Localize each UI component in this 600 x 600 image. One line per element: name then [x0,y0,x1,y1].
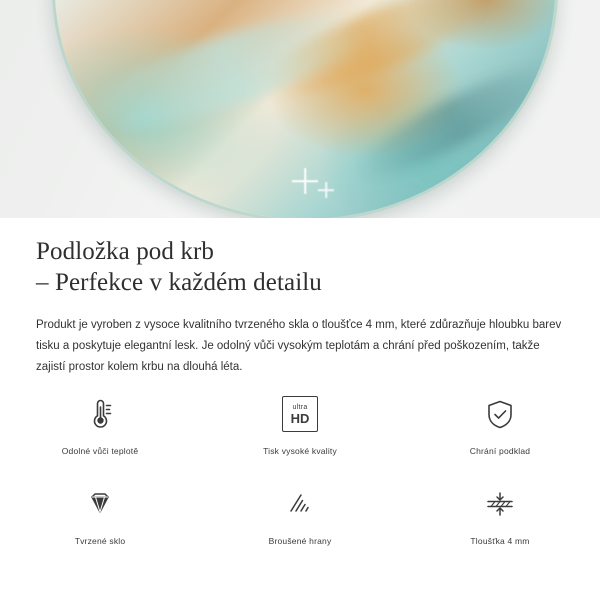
ultra-hd-icon [272,390,328,438]
description-paragraph: Produkt je vyroben z vysoce kvalitního tvrzeného skla o tloušťce 4 mm, které zdůrazňuje hloubku barev tisku a poskytuje elegantní lesk. Je odolný vůči vysokým teplotám a chrání před poškozením, takže zajistí prostor kolem krbu na dlouhá léta. [36,319,562,373]
shield-check-icon [472,390,528,438]
glass-gloss-overlay [55,0,555,218]
page-title [0,218,600,298]
text-content [0,218,600,378]
feature-item-print-quality [200,390,400,456]
feature-label: Tvrzené sklo [74,536,126,546]
ultra-hd-badge-bottom: HD [290,410,310,426]
glass-pad-disc [52,0,558,218]
feature-label: Odolné vůči teplotě [61,446,139,456]
feature-item-thickness [400,480,600,546]
ultra-hd-badge-top: ultra [292,403,308,411]
feature-grid [0,390,600,546]
thermometer-icon [72,390,128,438]
hero-image [0,0,600,218]
feature-label: Tloušťka 4 mm [470,536,530,546]
thickness-icon [472,480,528,528]
polished-edges-icon [272,480,328,528]
feature-label: Tisk vysoké kvality [263,446,337,456]
feature-item-surface-protection [400,390,600,456]
diamond-icon [72,480,128,528]
headline-line-2: – Perfekce v každém detailu [36,269,322,296]
feature-item-tempered-glass [0,480,200,546]
feature-item-temperature [0,390,200,456]
feature-label: Broušené hrany [268,536,332,546]
headline-line-1: Podložka pod krb [36,238,214,265]
feature-item-polished-edges [200,480,400,546]
feature-label: Chrání podklad [469,446,531,456]
